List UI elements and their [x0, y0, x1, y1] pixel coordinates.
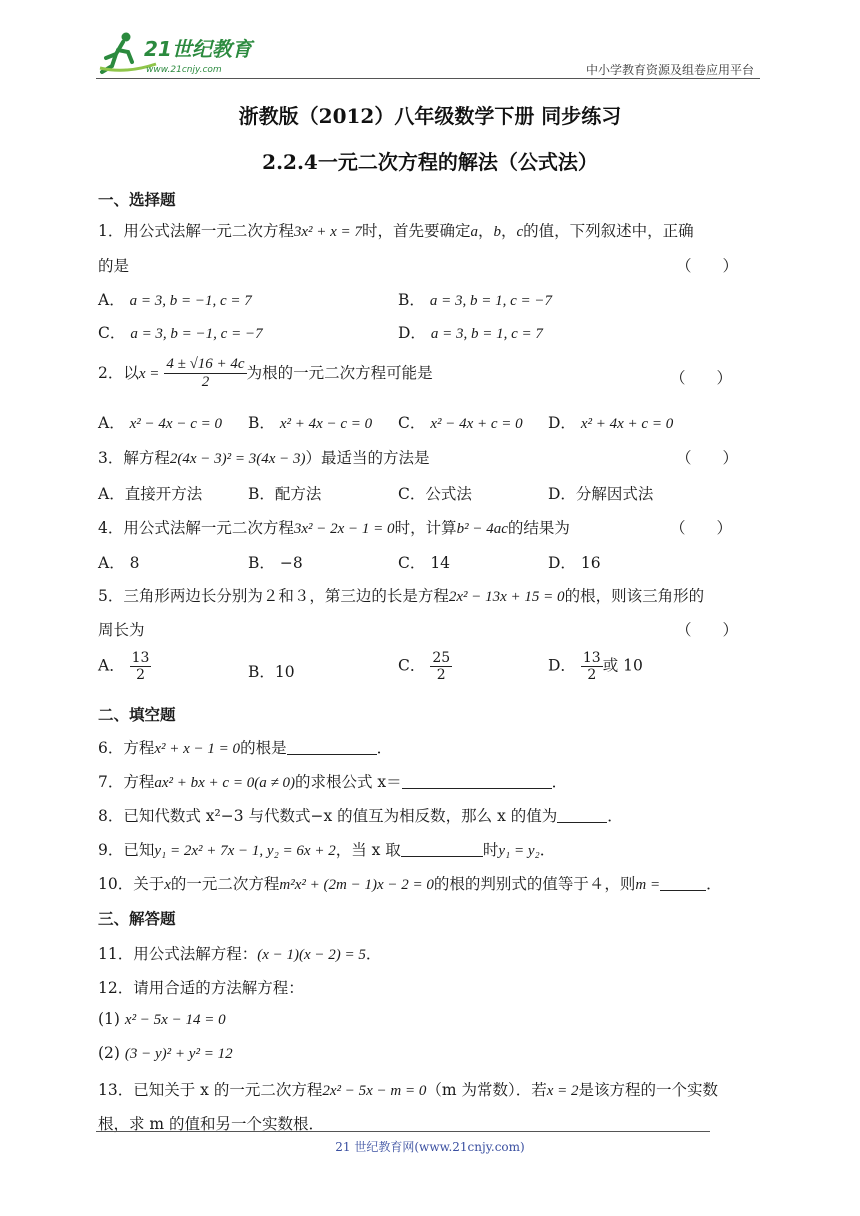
question-12-part-1: (1) x² − 5x − 14 = 0 [98, 1010, 226, 1028]
q1-option-c: C． a = 3, b = −1, c = −7 [98, 324, 263, 342]
answer-bracket-5: （ ） [676, 621, 739, 639]
answer-blank-9[interactable] [401, 842, 483, 857]
q3-option-c: C．公式法 [398, 485, 472, 503]
section-fill: 二、填空题 [98, 706, 176, 724]
answer-blank-7[interactable] [402, 774, 552, 789]
q5-option-b: B．10 [248, 663, 295, 681]
q3-option-d: D．分解因式法 [548, 485, 654, 503]
question-9: 9．已知y₁ = 2x² + 7x − 1, y₂ = 6x + 2，当 x 取 时y₁ = y₂． [98, 841, 556, 859]
q2-option-a: A． x² − 4x − c = 0 [98, 414, 222, 432]
q4-option-a: A． 8 [98, 554, 140, 572]
logo-text: 21世纪教育 [144, 37, 252, 61]
q2-option-b: B． x² + 4x − c = 0 [248, 414, 373, 432]
header [96, 28, 760, 80]
q5-option-c: C． $\frac{25}{2}$ [398, 650, 451, 684]
q2-option-c: C． x² − 4x + c = 0 [398, 414, 523, 432]
question-2: 2．以x = $\frac{4 \pm √16 + 4c}{2}$ 为根的一元二次方程可能是 [98, 356, 433, 391]
q1-option-b: B． a = 3, b = 1, c = −7 [398, 291, 552, 309]
q1-option-d: D． a = 3, b = 1, c = 7 [398, 324, 543, 342]
answer-bracket-3: （ ） [676, 449, 739, 467]
footer-divider [96, 1131, 710, 1132]
q4-option-c: C． 14 [398, 554, 451, 572]
q2-option-d: D． x² + 4x + c = 0 [548, 414, 674, 432]
question-13-cont: 根，求 m 的值和另一个实数根． [98, 1115, 325, 1133]
question-10: 10．关于x的一元二次方程m²x² + (2m − 1)x − 2 = 0的根的判别式的值等于４，则m = ． [98, 875, 722, 893]
question-12: 12．请用合适的方法解方程： [98, 979, 304, 997]
question-1: 1．用公式法解一元二次方程3x² + x = 7时，首先要确定a，b，c的值，下列叙述中，正确 [98, 222, 694, 240]
q4-option-d: D． 16 [548, 554, 601, 572]
q3-option-a: A．直接开方法 [98, 485, 203, 503]
page-subtitle: 2.2.4一元二次方程的解法（公式法） [262, 150, 598, 174]
answer-blank-8[interactable] [557, 808, 607, 823]
answer-bracket-4: （ ） [670, 519, 733, 537]
q5-option-a: A． $\frac{13}{2}$ [98, 650, 150, 684]
question-6: 6．方程x² + x − 1 = 0的根是 ． [98, 739, 393, 757]
q1-option-a: A． a = 3, b = −1, c = 7 [98, 291, 252, 309]
answer-bracket-1: （ ） [676, 257, 739, 275]
q3-option-b: B．配方法 [248, 485, 322, 503]
answer-blank-6[interactable] [287, 740, 377, 755]
q5-option-d: D． $\frac{13}{2}$ 或 10 [548, 650, 643, 684]
question-1-cont: 的是 [98, 257, 130, 275]
question-4: 4．用公式法解一元二次方程3x² − 2x − 1 = 0时，计算b² − 4ac的结果为 [98, 519, 570, 537]
logo [96, 28, 266, 78]
question-3: 3．解方程2(4x − 3)² = 3(4x − 3)）最适当的方法是 [98, 449, 430, 467]
logo-url: www.21cnjy.com [146, 65, 222, 75]
question-11: 11．用公式法解方程：(x − 1)(x − 2) = 5． [98, 945, 382, 963]
answer-blank-10[interactable] [660, 876, 706, 891]
page-title: 浙教版（2012）八年级数学下册 同步练习 [238, 104, 622, 128]
question-5-cont: 周长为 [98, 621, 145, 639]
question-5: 5．三角形两边长分别为２和３，第三边的长是方程2x² − 13x + 15 = 0的根，则该三角形的 [98, 587, 705, 605]
question-7: 7．方程ax² + bx + c = 0(a ≠ 0)的求根公式 x＝ ． [98, 773, 568, 791]
q2-fraction: $\frac{4 \pm √16 + 4c}{2}$ [166, 356, 245, 391]
answer-bracket-2: （ ） [670, 369, 733, 387]
section-choice: 一、选择题 [98, 191, 176, 209]
footer-text: 21 世纪教育网(www.21cnjy.com) [335, 1140, 525, 1154]
question-12-part-2: (2) (3 − y)² + y² = 12 [98, 1044, 233, 1062]
q4-option-b: B． −8 [248, 554, 303, 572]
question-8: 8．已知代数式 x²−3 与代数式−x 的值互为相反数，那么 x 的值为 ． [98, 807, 623, 825]
header-divider [96, 78, 760, 79]
section-solve: 三、解答题 [98, 910, 176, 928]
question-13: 13．已知关于 x 的一元二次方程2x² − 5x − m = 0（m 为常数）．若x = 2是该方程的一个实数 [98, 1081, 719, 1099]
site-tag: 中小学教育资源及组卷应用平台 [585, 63, 754, 77]
